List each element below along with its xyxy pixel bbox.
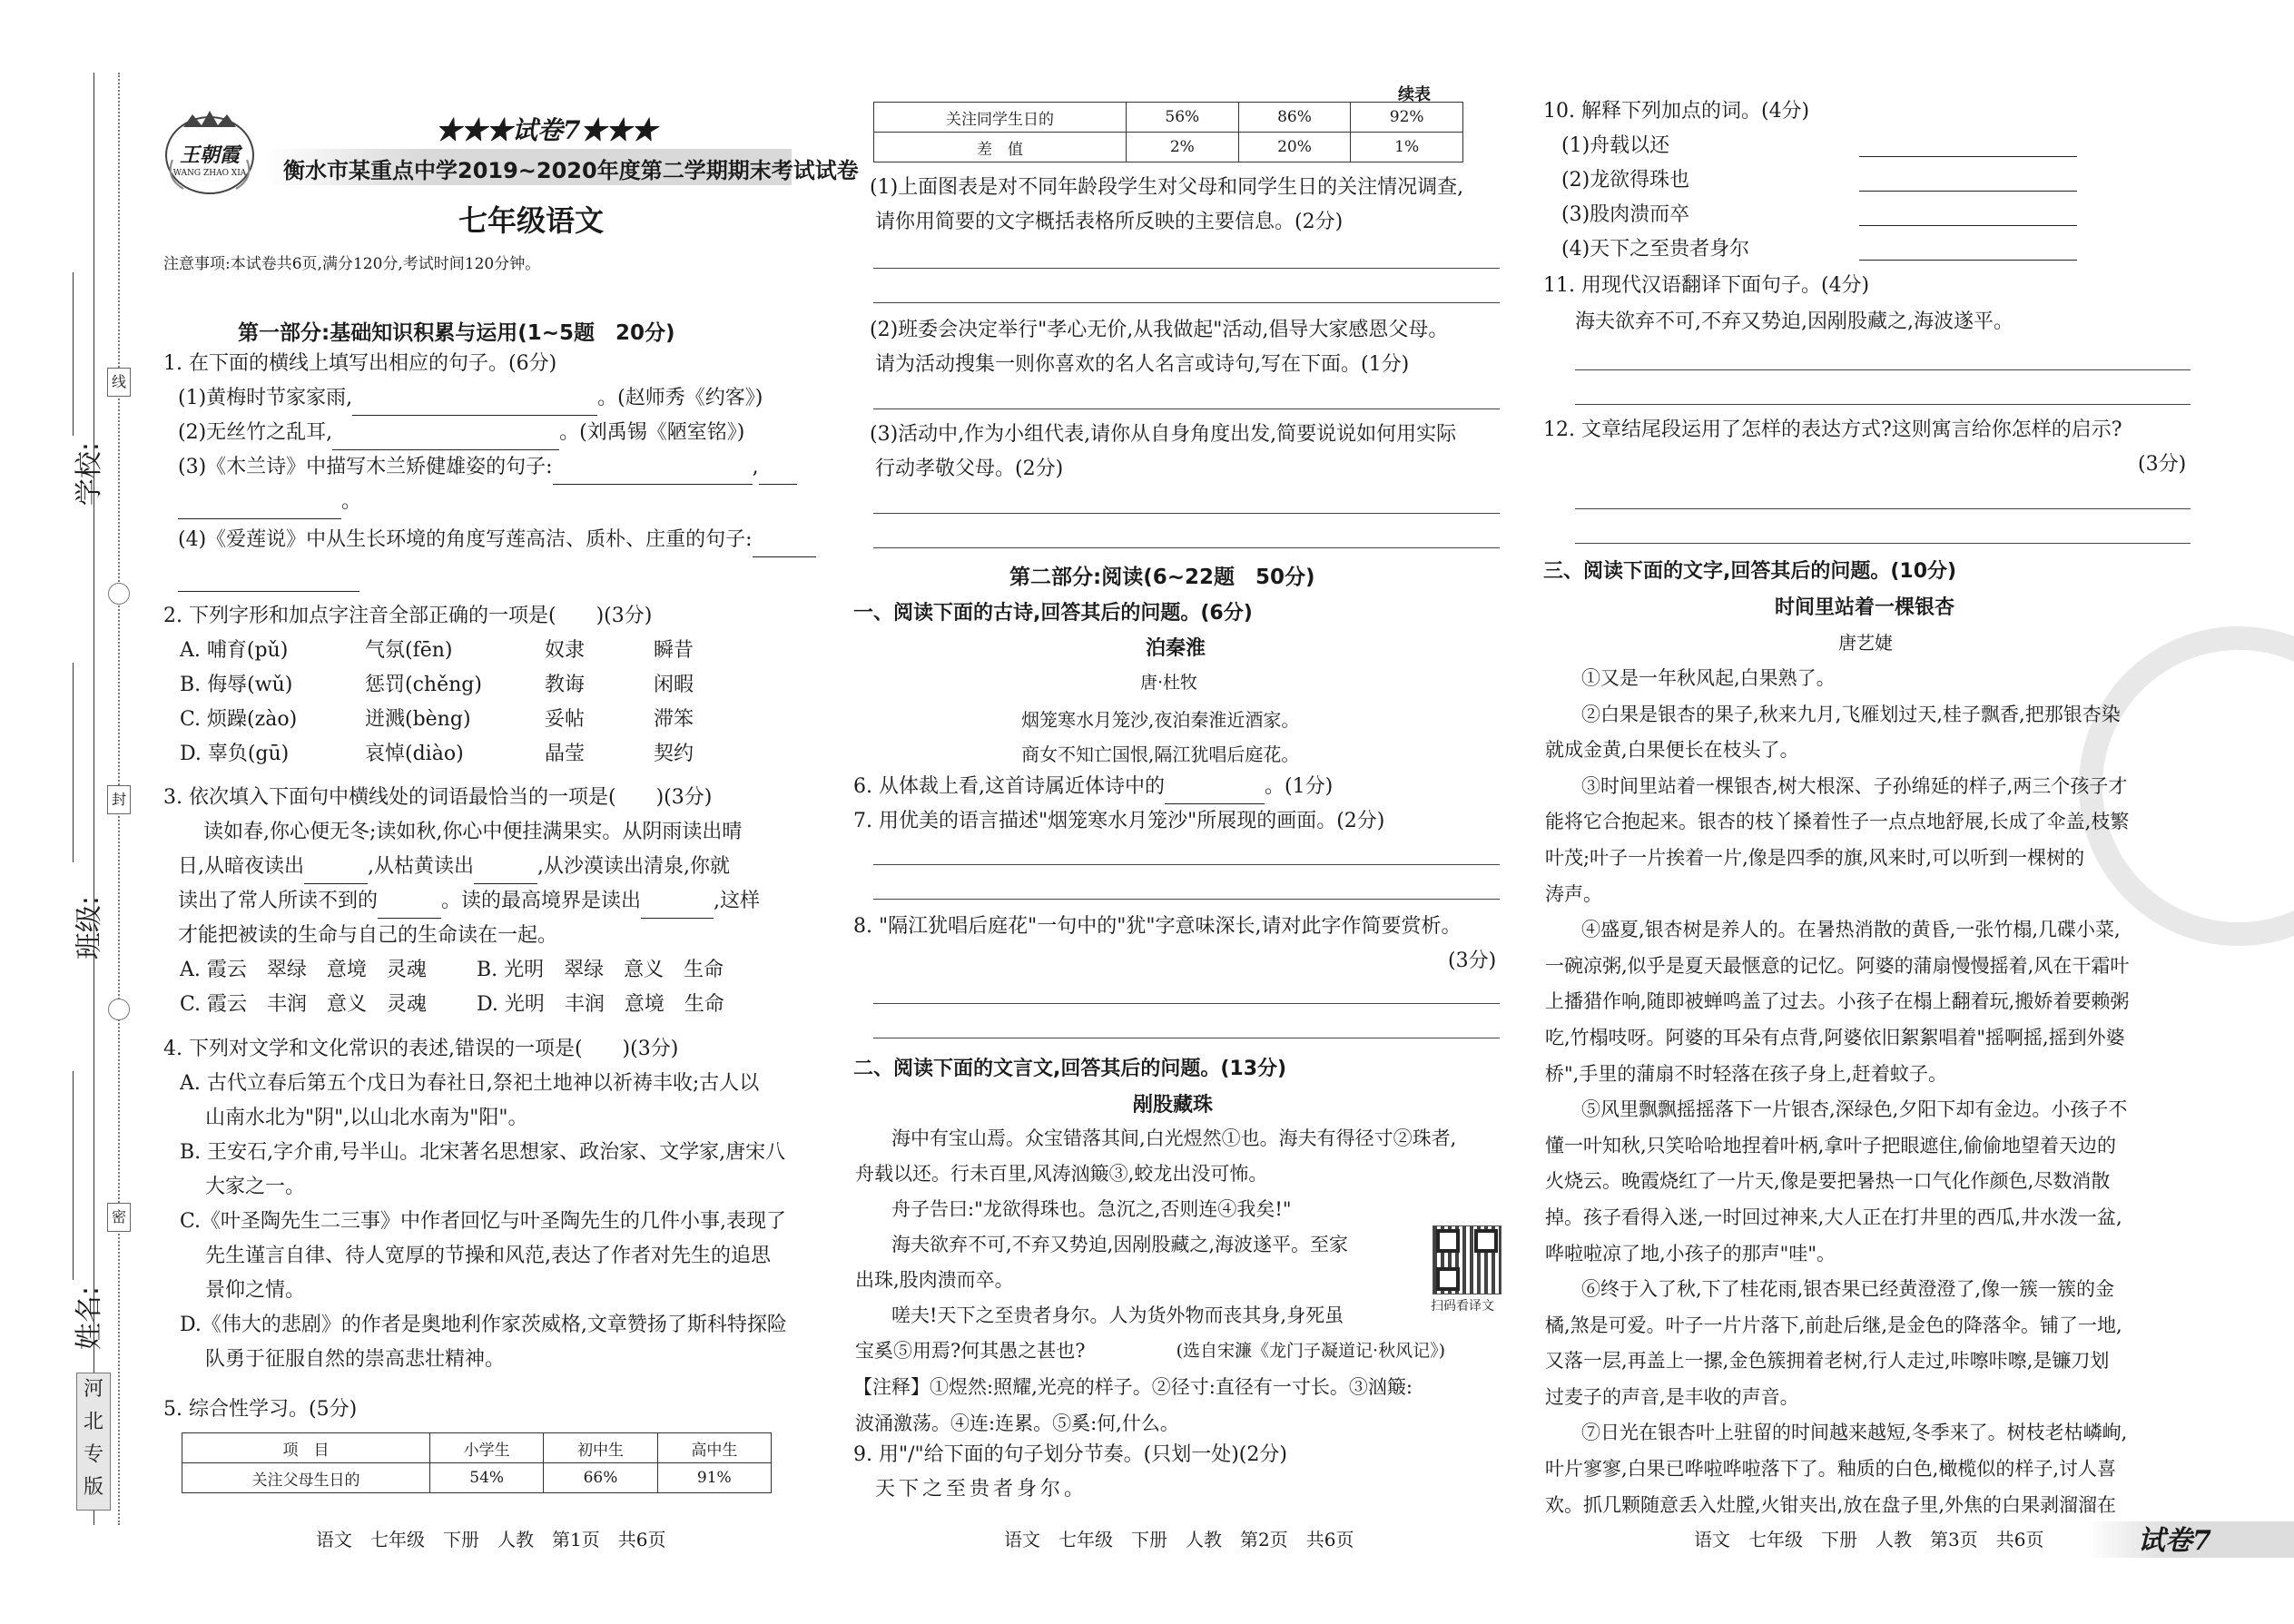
question-9: 9. 用"/"给下面的句子划分节奏。(只划一处)(2分)	[853, 1443, 1287, 1466]
name-field[interactable]	[73, 1071, 74, 1280]
section-c-title: 三、阅读下面的文字,回答其后的问题。(10分)	[1543, 560, 1957, 583]
table-row: 关注父母生日的 54% 66% 91%	[182, 1463, 772, 1493]
article-line: 就成金黄,白果便长在枝头了。	[1545, 739, 1799, 762]
answer-blank[interactable]	[553, 460, 753, 485]
answer-blank[interactable]	[178, 567, 359, 592]
question-10: 10. 解释下列加点的词。(4分) (1)舟载以还 (2)龙欲得珠也 (3)股肉溃而卒 (4)天下之至贵者身尔	[1543, 94, 2233, 267]
article-body	[1543, 661, 2197, 1523]
section-b-title: 二、阅读下面的文言文,回答其后的问题。(13分)	[853, 1058, 1287, 1080]
qr-caption: 扫码看译文	[1431, 1299, 1494, 1314]
publisher-logo: 王朝霞 WANG ZHAO XIA	[156, 105, 263, 196]
answer-line[interactable]	[1575, 404, 2191, 405]
article-line: 过麦子的声音,是丰收的声音。	[1545, 1385, 1799, 1408]
answer-blank[interactable]	[1859, 167, 2077, 192]
question-11-sentence: 海夫欲弃不可,不弃又势迫,因剐股藏之,海波遂平。	[1575, 310, 2013, 333]
poem-title: 泊秦淮	[1146, 637, 1206, 660]
classical-text-title: 剐股藏珠	[1133, 1094, 1214, 1117]
question-1: 1. 在下面的横线上填写出相应的句子。(6分) (1)黄梅时节家家雨, 。(赵师秀《约客》) (2)无丝竹之乱耳, 。(刘禹锡《陋室铭》) (3)《木兰诗》中描写木兰矫健雄姿的句子: , 。 (4)《爱莲说》中从生长环境的角度写莲高洁、质朴、庄重的句子:	[163, 347, 817, 592]
answer-line[interactable]	[873, 513, 1500, 514]
classical-notes: 【注释】①煜然:照耀,光亮的样子。②径寸:直径有一寸长。③汹簸: 波涌激荡。④连:连累。⑤奚:何,什么。	[853, 1376, 1413, 1434]
article-line: ⑥终于入了秋,下了桂花雨,银杏果已经黄澄澄了,像一簇一簇的金	[1581, 1278, 2115, 1301]
seal-mark-mi: 密	[107, 1203, 131, 1232]
answer-blank[interactable]	[352, 391, 597, 416]
article-line: 哗啦啦凉了地,小孩子的那声"哇"。	[1545, 1242, 1836, 1265]
answer-blank[interactable]	[641, 894, 714, 919]
binding-hole	[108, 999, 130, 1020]
class-label: 班级:	[74, 895, 105, 960]
answer-blank[interactable]	[178, 495, 341, 519]
name-label: 姓名:	[74, 1285, 105, 1351]
page3-footer: 语文 七年级 下册 人教 第3页 共6页	[1694, 1529, 2044, 1550]
answer-blank[interactable]	[753, 533, 816, 557]
school-label: 学校:	[74, 441, 105, 507]
class-field[interactable]	[73, 663, 74, 862]
article-line: 上播猎作响,随即被蝉鸣盖了过去。小孩子在榻上翻着玩,搬娇着要赖粥	[1545, 990, 2130, 1013]
table-row: 差 值 2% 20% 1%	[874, 133, 1463, 162]
answer-blank[interactable]	[378, 894, 441, 919]
answer-line[interactable]	[873, 302, 1500, 303]
exam-title: 衡水市某重点中学2019~2020年度第二学期期末考试试卷	[283, 158, 859, 183]
answer-line[interactable]	[1575, 369, 2191, 370]
question-12-score: (3分)	[2138, 453, 2187, 476]
article-line: 橘,煞是可爱。叶子一片片落下,前赴后继,是金色的降落伞。铺了一地,	[1545, 1314, 2122, 1336]
question-12: 12. 文章结尾段运用了怎样的表达方式?这则寓言给你怎样的启示?	[1543, 418, 2122, 441]
table-continued-label: 续表	[1398, 85, 1431, 104]
subject-title: 七年级语文	[458, 203, 605, 238]
part1-title: 第一部分:基础知识积累与运用(1~5题 20分)	[238, 321, 675, 345]
article-line: 懂一叶知秋,只笑哈哈地捏着叶柄,拿叶子把眼遮住,偷偷地望着天边的	[1545, 1134, 2117, 1156]
article-line: 叶片寥寥,白果已哗啦哗啦落下了。釉质的白色,橄榄似的样子,讨人喜	[1545, 1458, 2117, 1481]
article-title: 时间里站着一棵银杏	[1775, 596, 1955, 619]
question-7: 7. 用优美的语言描述"烟笼寒水月笼沙"所展现的画面。(2分)	[853, 810, 1385, 832]
poem-body: 烟笼寒水月笼沙,夜泊秦淮近酒家。 商女不知亡国恨,隔江犹唱后庭花。	[1021, 709, 1300, 765]
article-line: ①又是一年秋风起,白果熟了。	[1581, 667, 1836, 689]
answer-blank[interactable]	[1859, 133, 2077, 157]
section-a-title: 一、阅读下面的古诗,回答其后的问题。(6分)	[853, 602, 1253, 625]
question-5-sub2: (2)班委会决定举行"孝心无价,从我做起"活动,倡导大家感恩父母。 请为活动搜集一则你喜欢的名人名言或诗句,写在下面。(1分)	[870, 319, 1449, 376]
article-author: 唐艺婕	[1838, 632, 1893, 654]
article-line: ⑤风里飘飘摇摇落下一片银杏,深绿色,夕阳下却有金边。小孩子不	[1581, 1098, 2128, 1121]
survey-table	[182, 1432, 772, 1493]
article-line: 一碗凉粥,似乎是夏天最惬意的记忆。阿婆的蒲扇慢慢摇着,风在干霜叶	[1545, 954, 2130, 977]
qr-code[interactable]	[1433, 1225, 1501, 1294]
table-row: 关注同学生日的 56% 86% 92%	[874, 103, 1463, 133]
answer-line[interactable]	[873, 268, 1500, 269]
answer-line[interactable]	[1575, 508, 2191, 509]
answer-line[interactable]	[873, 547, 1500, 548]
article-line: 涛声。	[1545, 882, 1602, 905]
question-4: 4. 下列对文学和文化常识的表述,错误的一项是( )(3分) A. 古代立春后第五个戊日为春社日,祭祀土地神以祈祷丰收;古人以 山南水北为"阴",以山北水南为"阳"。 B. 王安石,字介甫,号半山。北宋著名思想家、政治家、文学家,唐宋八 大家之一。 C.《叶圣陶先生二三事》中作者回忆与叶圣陶先生的几件小事,表现了 先生谨言自律、待人宽厚的节操和风范,表达了作者对先生的追思 景仰之情。 D.《伟大的悲剧》的作者是奥地利作家茨威格,文章赞扬了斯科特探险 队勇于征服自然的崇高悲壮精神。	[163, 1038, 787, 1371]
article-line: ②白果是银杏的果子,秋来九月,飞雁划过天,桂子飘香,把那银杏染	[1581, 703, 2121, 725]
question-6: 6. 从体裁上看,这首诗属近体诗中的 。(1分)	[853, 770, 1333, 804]
article-line: 吃,竹榻吱呀。阿婆的耳朵有点背,阿婆依旧絮絮唱着"摇啊摇,摇到外婆	[1545, 1026, 2125, 1048]
question-8: 8. "隔江犹唱后庭花"一句中的"犹"字意味深长,请对此字作简要赏析。	[853, 915, 1462, 938]
answer-line[interactable]	[873, 1003, 1500, 1004]
question-8-score: (3分)	[1448, 950, 1497, 972]
article-line: ④盛夏,银杏树是养人的。在暑热消散的黄昏,一张竹榻,几碟小菜,	[1581, 919, 2121, 941]
article-line: 叶茂;叶子一片挨着一片,像是四季的旗,风来时,可以听到一棵树的	[1545, 846, 2085, 869]
article-line: 又落一层,再盖上一摞,金色簇拥着老树,行人走过,咔嚓咔嚓,是镰刀划	[1545, 1350, 2110, 1373]
answer-blank[interactable]	[759, 460, 797, 485]
question-5: 5. 综合性学习。(5分) 项 目 小学生 初中生 高中生 关注父母生日的 54% 66% 91%	[163, 1393, 817, 1493]
seal-mark-xian: 线	[107, 368, 131, 397]
question-11: 11. 用现代汉语翻译下面句子。(4分)	[1543, 274, 1870, 297]
article-line: ③时间里站着一棵银杏,树大根深、子孙绵延的样子,两三个孩子才	[1581, 774, 2128, 797]
classical-text: 海中有宝山焉。众宝错落其间,白光煜然①也。海夫有得径寸②珠者, 舟载以还。行未百里,风涛汹簸③,蛟龙出没可怖。 舟子告曰:"龙欲得珠也。急沉之,否则连④我矣!" 海夫欲弃不可,不弃又势迫,因剐股藏之,海波遂平。至家 出珠,股肉溃而卒。 嗟夫!天下之至贵者身尔。人为货外物而丧其身,身死虽 宝奚⑤用焉?何其愚之甚也? (选自宋濂《龙门子凝道记·秋风记》)	[855, 1127, 1457, 1362]
survey-table-continued	[873, 102, 1463, 162]
poem-author: 唐·杜牧	[1140, 673, 1198, 693]
article-line: 桥",手里的蒲扇不时轻落在孩子身上,赶着蚊子。	[1545, 1062, 1948, 1085]
question-9-sentence: 天下之至贵者身尔。	[875, 1478, 1088, 1501]
answer-blank[interactable]	[474, 860, 537, 884]
article-line: 火烧云。晚霞烧红了一片天,像是要把暑热一口气化作颜色,尽数消散	[1545, 1170, 2111, 1193]
answer-line[interactable]	[873, 864, 1500, 865]
question-5-sub3: (3)活动中,作为小组代表,请你从自身角度出发,简要说说如何用实际 行动孝敬父母。(2分)	[870, 423, 1457, 480]
answer-blank[interactable]	[1859, 202, 2077, 226]
question-3: 3. 依次填入下面句中横线处的词语最恰当的一项是( )(3分) 读如春,你心便无冬;读如秋,你心中便挂满果实。从阴雨读出晴 日,从暗夜读出 ,从枯黄读出 ,从沙漠读出清泉,你就 读出了常人所读不到的 。读的最高境界是读出 ,这样 才能把被读的生命与自己的生命读在一起。 A. 霞云 翠绿 意境 灵魂 B. 光明 翠绿 意义 生命 C. 霞云 丰润 意义 灵魂 D. 光明 丰润 意境 生命	[163, 786, 761, 1016]
answer-line[interactable]	[873, 899, 1500, 900]
answer-line[interactable]	[1575, 543, 2191, 544]
exam-notice: 注意事项:本试卷共6页,满分120分,考试时间120分钟。	[163, 255, 541, 273]
table-header-row: 项 目 小学生 初中生 高中生	[182, 1433, 772, 1463]
answer-blank[interactable]	[332, 426, 559, 450]
article-line: ⑦日光在银杏叶上驻留的时间越来越短,冬季来了。树枝老枯嶙峋,	[1581, 1422, 2128, 1444]
page2-footer: 语文 七年级 下册 人教 第2页 共6页	[1004, 1529, 1354, 1550]
article-line: 欢。抓几颗随意丢入灶膛,火钳夹出,放在盘子里,外焦的白果剥溜溜在	[1545, 1493, 2117, 1516]
question-5-sub1: (1)上面图表是对不同年龄段学生对父母和同学生日的关注情况调查, 请你用简要的文字概括表格所反映的主要信息。(2分)	[870, 176, 1464, 233]
paper-number: ★★★试卷7★★★	[436, 115, 657, 145]
answer-blank[interactable]	[1859, 236, 2077, 261]
part2-title: 第二部分:阅读(6~22题 50分)	[1009, 566, 1315, 589]
edition-badge: 河 北 专 版	[76, 1373, 111, 1511]
seal-mark-feng: 封	[107, 785, 131, 814]
answer-blank[interactable]	[1165, 780, 1265, 804]
corner-paper-number: 试卷7	[2138, 1525, 2211, 1557]
page1-footer: 语文 七年级 下册 人教 第1页 共6页	[316, 1529, 666, 1550]
article-line: 掉。孩子看得入迷,一时回过神来,大人正在打井里的西瓜,井水泼一盆,	[1545, 1206, 2122, 1228]
answer-line[interactable]	[873, 408, 1500, 409]
article-line: 能将它合抱起来。银杏的枝丫搡着性子一点点地舒展,长成了伞盖,枝繁	[1545, 811, 2130, 833]
binding-hole	[108, 583, 130, 605]
question-2: 2. 下列字形和加点字注音全部正确的一项是( )(3分) A. 哺育(pǔ) 气氛(fēn) 奴隶 瞬昔 B. 侮辱(wǔ) 惩罚(chěng) 教诲 闲暇 C. 烦躁(zào) 迸溅(bèng) 妥帖 滞笨 D. 辜负(gū) 哀悼(diào) 晶莹 契约	[163, 605, 694, 765]
answer-blank[interactable]	[304, 860, 368, 884]
